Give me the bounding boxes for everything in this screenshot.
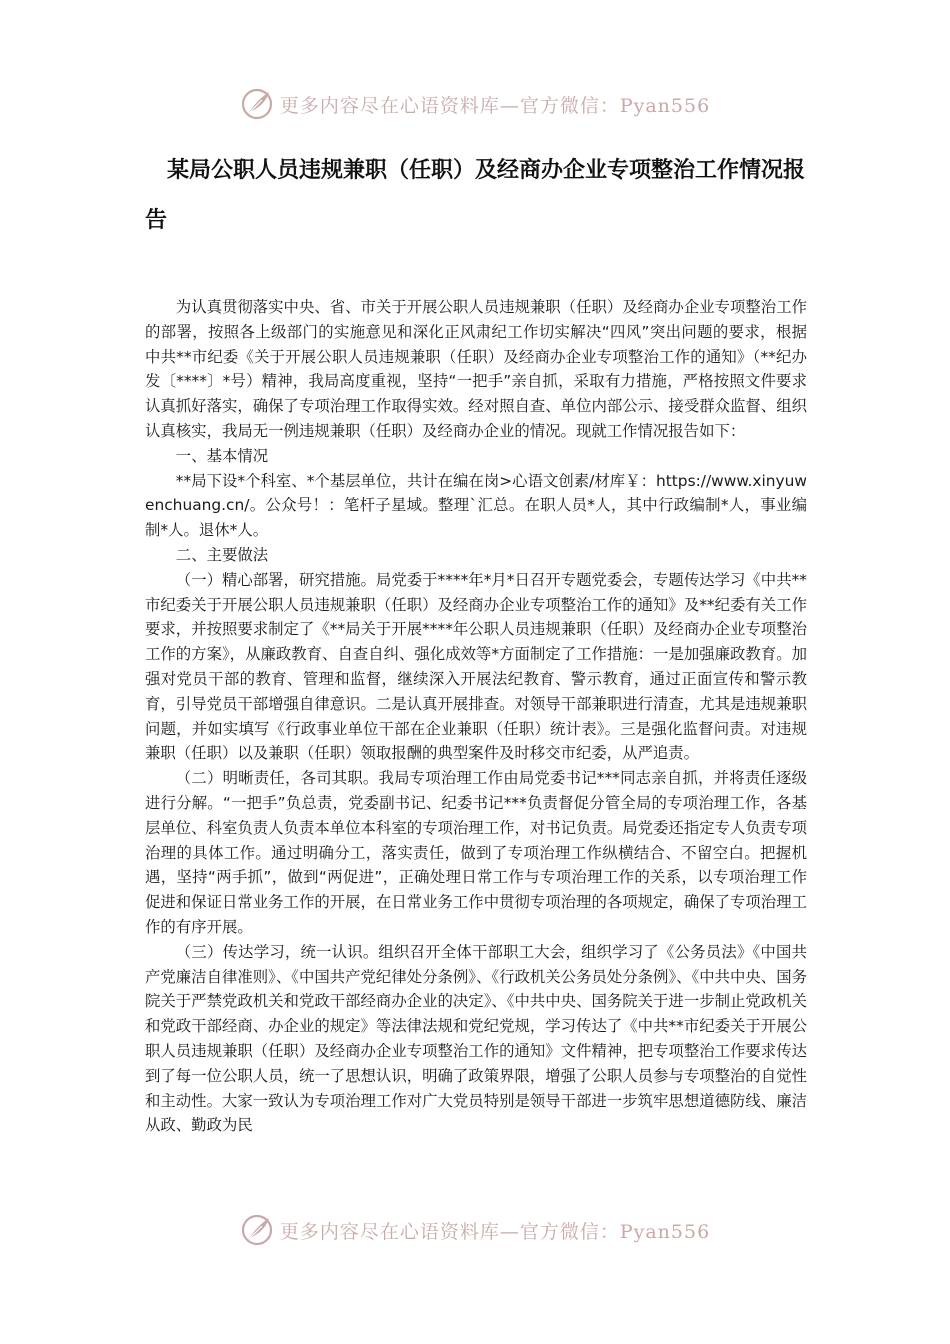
footer-watermark [0, 1210, 950, 1250]
paragraph: 为认真贯彻落实中央、省、市关于开展公职人员违规兼职（任职）及经商办企业专项整治工作的部署，按照各上级部门的实施意见和深化正风肃纪工作切实解决“四风”突出问题的要求，根据中共**市纪委《关于开展公职人员违规兼职（任职）及经商办企业专项整治工作的通知》（**纪办发〔****〕*号）精神，我局高度重视，坚持“一把手”亲自抓，采取有力措施，严格按照文件要求认真抓好落实，确保了专项治理工作取得实效。经对照自查、单位内部公示、接受群众监督、组织认真核实，我局无一例违规兼职（任职）及经商办企业的情况。现就工作情况报告如下： [145, 298, 807, 440]
document-title: 某局公职人员违规兼职（任职）及经商办企业专项整治工作情况报告 [145, 158, 806, 233]
feather-pen-circle-icon [240, 1213, 274, 1247]
document-body [145, 295, 807, 1138]
paragraph: （三）传达学习，统一认识。组织召开全体干部职工大会，组织学习了《公务员法》《中国共产党廉洁自律准则》、《中国共产党纪律处分条例》、《行政机关公务员处分条例》、《中共中央、国务院关于严禁党政机关和党政干部经商办企业的决定》、《中共中央、国务院关于进一步制止党政机关和党政干部经商、办企业的规定》等法律法规和党纪党规，学习传达了《中共**市纪委关于开展公职人员违规兼职（任职）及经商办企业专项整治工作的通知》文件精神，把专项整治工作要求传达到了每一位公职人员，统一了思想认识，明确了政策界限，增强了公职人员参与专项整治的自觉性和主动性。大家一致认为专项治理工作对广大党员特别是领导干部进一步筑牢思想道德防线、廉洁从政、勤政为民 [145, 942, 807, 1135]
header-watermark [0, 84, 950, 124]
watermark-text: 更多内容尽在心语资料库—官方微信：Pyan556 [279, 94, 711, 117]
paragraph: （一）精心部署，研究措施。局党委于****年*月*日召开专题党委会，专题传达学习《中共**市纪委关于开展公职人员违规兼职（任职）及经商办企业专项整治工作的通知》及**纪委有关工作要求，并按照要求制定了《**局关于开展****年公职人员违规兼职（任职）及经商办企业专项整治工作的方案》，从廉政教育、自查自纠、强化成效等*方面制定了工作措施：一是加强廉政教育。加强对党员干部的教育、管理和监督，继续深入开展法纪教育、警示教育，通过正面宣传和警示教育，引导党员干部增强自律意识。二是认真开展排查。对领导干部兼职进行清查，尤其是违规兼职问题，并如实填写《行政事业单位干部在企业兼职（任职）统计表》。三是强化监督问责。对违规兼职（任职）以及兼职（任职）领取报酬的典型案件及时移交市纪委，从严追责。 [145, 570, 807, 763]
watermark-text: 更多内容尽在心语资料库—官方微信：Pyan556 [279, 1220, 711, 1243]
section-heading: 一、基本情况 [175, 446, 269, 465]
feather-pen-circle-icon [240, 87, 274, 121]
paragraph: **局下设*个科室、*个基层单位，共计在编在岗>心语文创素/材库￥：https://www.xinyuwenchuang.cn/。公众号！：笔杆子星域。整理`汇总。在职人员*人，其中行政编制*人，事业编制*人。退休*人。 [145, 471, 807, 540]
section-heading: 二、主要做法 [175, 545, 269, 564]
paragraph: （二）明晰责任，各司其职。我局专项治理工作由局党委书记***同志亲自抓，并将责任逐级进行分解。“一把手”负总责，党委副书记、纪委书记***负责督促分管全局的专项治理工作，各基层单位、科室负责人负责本单位本科室的专项治理工作，对书记负责。局党委还指定专人负责专项治理的具体工作。通过明确分工，落实责任，做到了专项治理工作纵横结合、不留空白。把握机遇，坚持“两手抓”，做到“两促进”，正确处理日常工作与专项治理工作的关系，以专项治理工作促进和保证日常业务工作的开展，在日常业务工作中贯彻专项治理的各项规定，确保了专项治理工作的有序开展。 [145, 769, 807, 936]
